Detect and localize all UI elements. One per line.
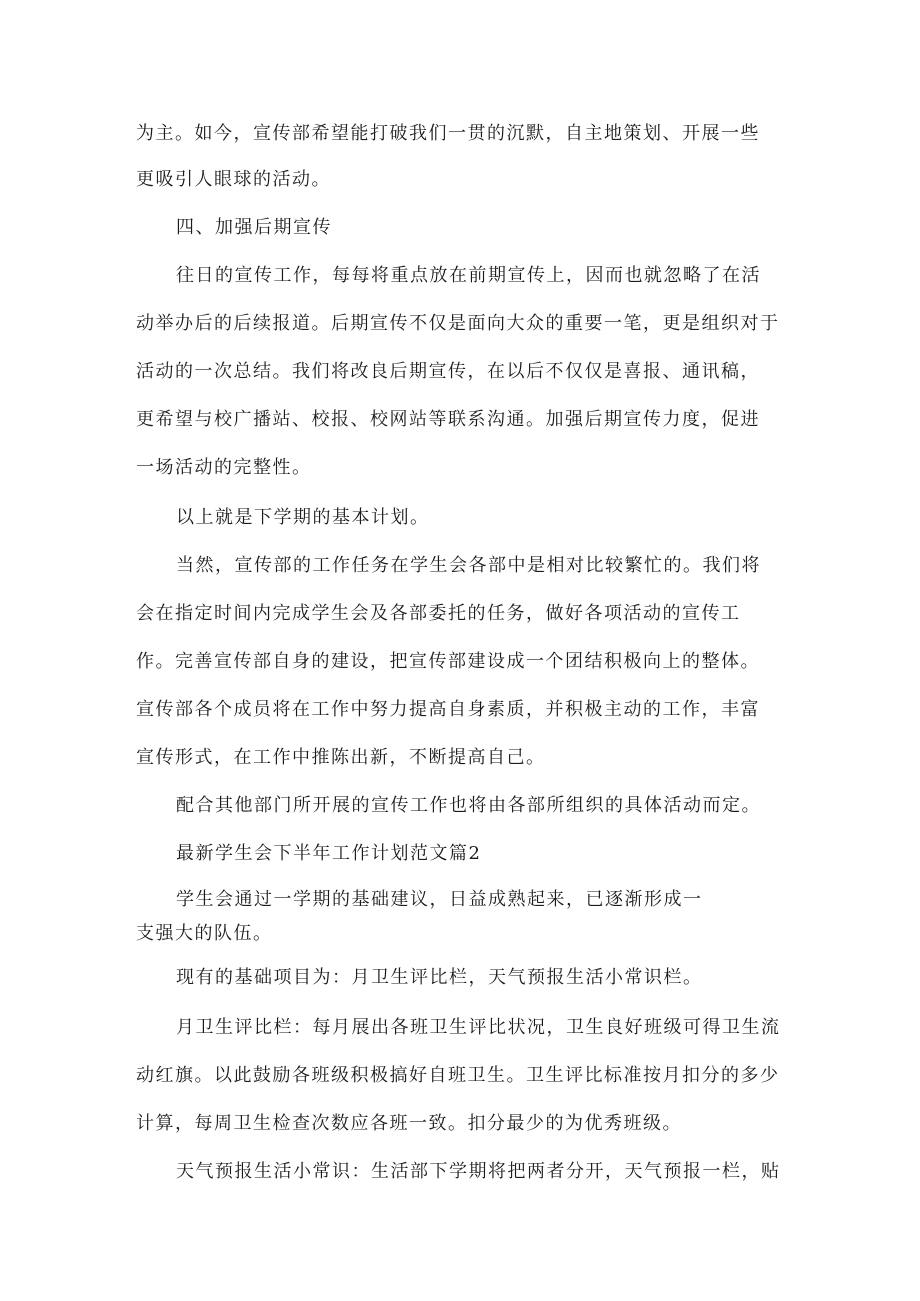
text-line: 现有的基础项目为：月卫生评比栏，天气预报生活小常识栏。 [176, 967, 703, 988]
text-line: 一场活动的完整性。 [136, 457, 312, 478]
text-line: 活动的一次总结。我们将改良后期宣传，在以后不仅仅是喜报、通讯稿， [136, 361, 760, 382]
text-line: 宣传形式，在工作中推陈出新，不断提高自己。 [136, 747, 546, 768]
text-line: 会在指定时间内完成学生会及各部委托的任务，做好各项活动的宣传工 [136, 603, 741, 624]
text-line: 往日的宣传工作，每每将重点放在前期宣传上，因而也就忽略了在活 [176, 265, 761, 286]
text-line: 动红旗。以此鼓励各班级积极搞好自班卫生。卫生评比标准按月扣分的多少 [136, 1065, 780, 1086]
text-line: 天气预报生活小常识：生活部下学期将把两者分开，天气预报一栏，贴 [176, 1161, 781, 1182]
text-line: 宣传部各个成员将在工作中努力提高自身素质，并积极主动的工作，丰富 [136, 699, 760, 720]
text-line: 更希望与校广播站、校报、校网站等联系沟通。加强后期宣传力度，促进 [136, 409, 760, 430]
text-line: 作。完善宣传部自身的建设，把宣传部建设成一个团结积极向上的整体。 [136, 651, 760, 672]
text-line: 动举办后的后续报道。后期宣传不仅是面向大众的重要一笔，更是组织对于 [136, 313, 780, 334]
text-line: 以上就是下学期的基本计划。 [176, 507, 430, 528]
text-line: 计算，每周卫生检查次数应各班一致。扣分最少的为优秀班级。 [136, 1113, 682, 1134]
text-line: 月卫生评比栏：每月展出各班卫生评比状况，卫生良好班级可得卫生流 [176, 1017, 781, 1038]
text-line: 为主。如今，宣传部希望能打破我们一贯的沉默，自主地策划、开展一些 [136, 123, 760, 144]
text-line: 配合其他部门所开展的宣传工作也将由各部所组织的具体活动而定。 [176, 795, 761, 816]
text-line: 当然，宣传部的工作任务在学生会各部中是相对比较繁忙的。我们将 [176, 555, 761, 576]
text-line: 支强大的队伍。 [136, 923, 273, 944]
text-line: 学生会通过一学期的基础建议，日益成熟起来，已逐渐形成一 [176, 889, 703, 910]
article-title: 最新学生会下半年工作计划范文篇2 [176, 843, 482, 864]
section-heading: 四、加强后期宣传 [176, 217, 332, 238]
text-line: 更吸引人眼球的活动。 [136, 169, 331, 190]
